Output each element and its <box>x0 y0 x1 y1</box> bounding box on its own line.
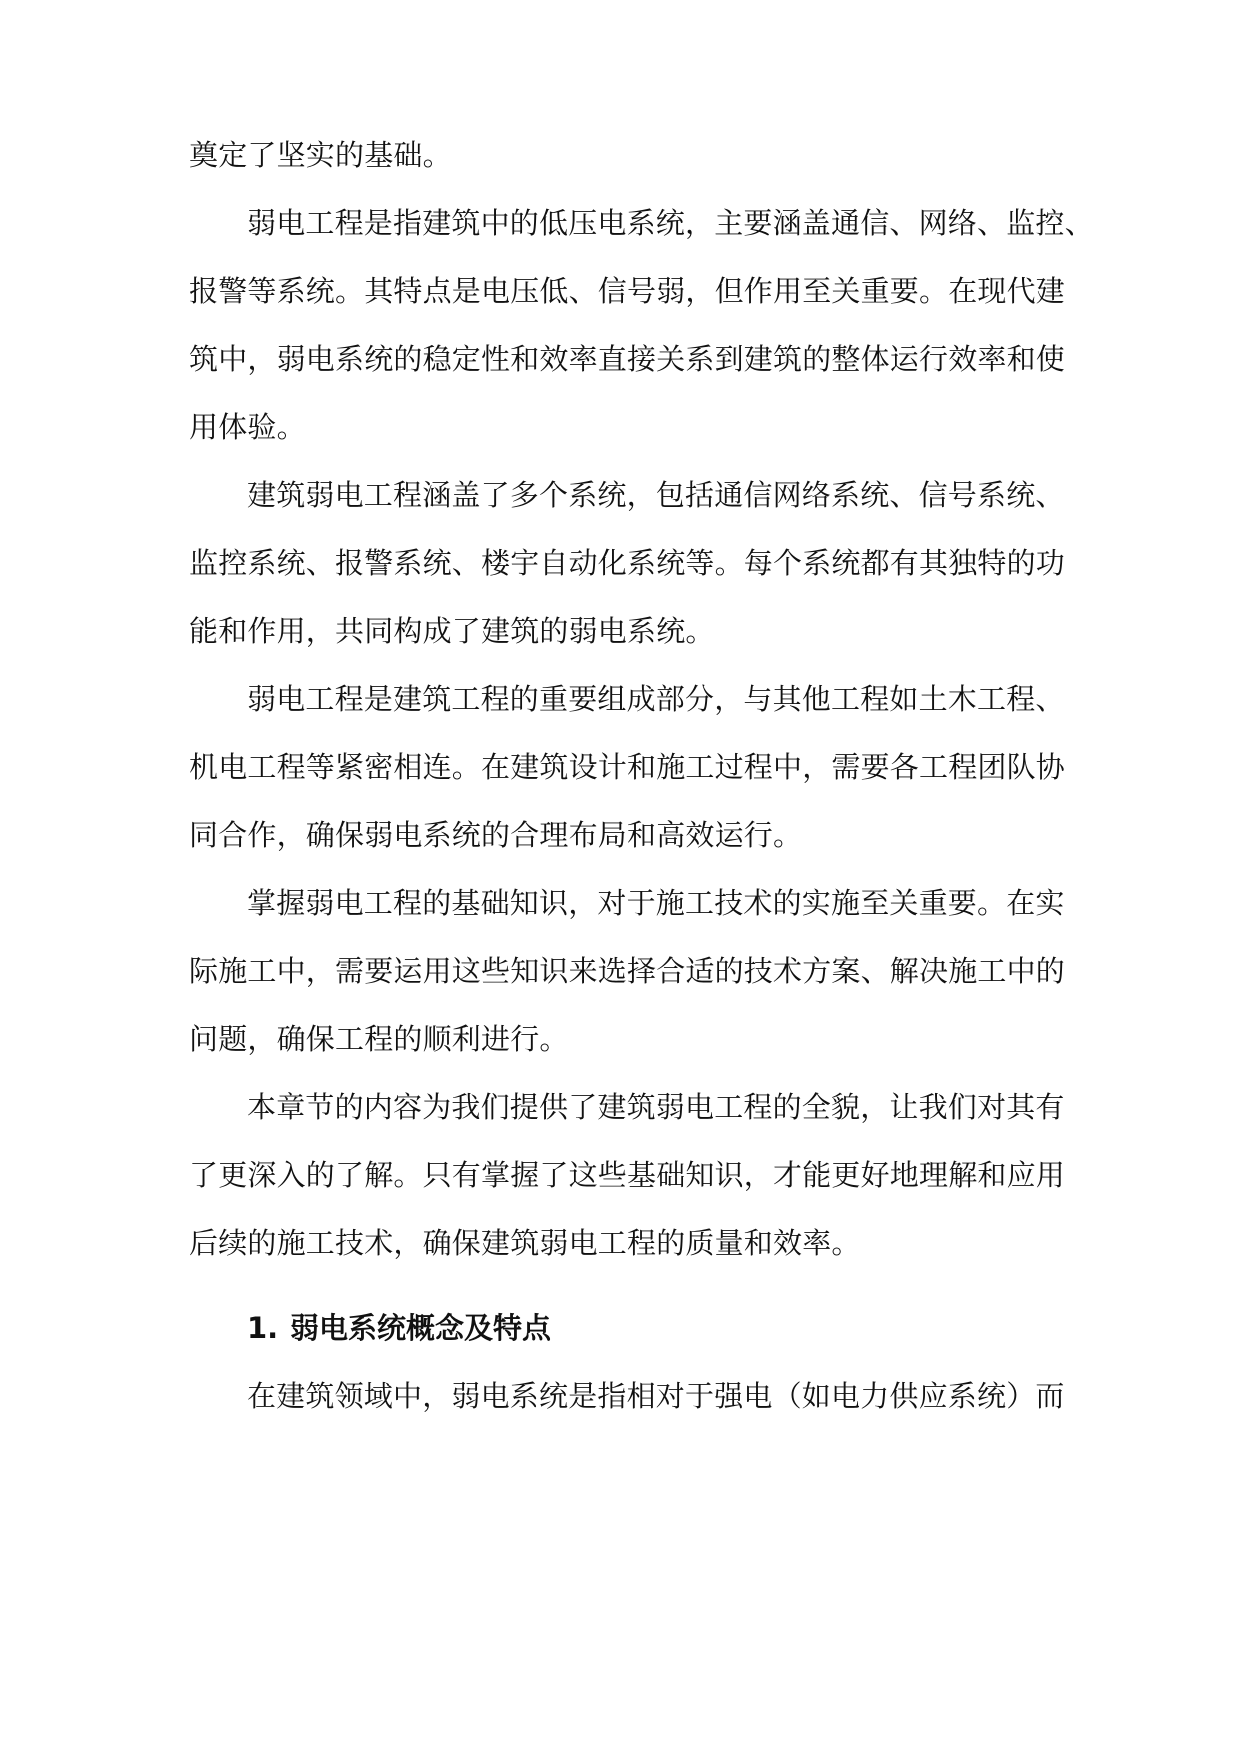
paragraph-line: 用体验。 <box>189 410 306 444</box>
paragraph-line: 监控系统、报警系统、楼宇自动化系统等。每个系统都有其独特的功 <box>189 546 1066 580</box>
paragraph-line: 了更深入的了解。只有掌握了这些基础知识，才能更好地理解和应用 <box>189 1158 1066 1192</box>
paragraph-line: 本章节的内容为我们提供了建筑弱电工程的全貌，让我们对其有 <box>247 1090 1065 1124</box>
paragraph-line: 问题，确保工程的顺利进行。 <box>189 1022 569 1056</box>
paragraph-line: 弱电工程是指建筑中的低压电系统，主要涵盖通信、网络、监控、 <box>247 206 1094 240</box>
paragraph-line: 在建筑领域中，弱电系统是指相对于强电（如电力供应系统）而 <box>247 1379 1065 1413</box>
paragraph-line: 筑中，弱电系统的稳定性和效率直接关系到建筑的整体运行效率和使 <box>189 342 1066 376</box>
section-heading <box>247 1308 551 1348</box>
paragraph-line: 奠定了坚实的基础。 <box>189 138 452 172</box>
paragraph-line: 报警等系统。其特点是电压低、信号弱，但作用至关重要。在现代建 <box>189 274 1066 308</box>
section-title: 弱电系统概念及特点 <box>290 1311 552 1345</box>
paragraph-line: 后续的施工技术，确保建筑弱电工程的质量和效率。 <box>189 1226 861 1260</box>
paragraph-line: 同合作，确保弱电系统的合理布局和高效运行。 <box>189 818 803 852</box>
paragraph-line: 能和作用，共同构成了建筑的弱电系统。 <box>189 614 715 648</box>
paragraph-line: 建筑弱电工程涵盖了多个系统，包括通信网络系统、信号系统、 <box>247 478 1065 512</box>
paragraph-line: 掌握弱电工程的基础知识，对于施工技术的实施至关重要。在实 <box>247 886 1065 920</box>
paragraph-line: 机电工程等紧密相连。在建筑设计和施工过程中，需要各工程团队协 <box>189 750 1066 784</box>
section-number: 1. <box>247 1311 279 1345</box>
paragraph-line: 际施工中，需要运用这些知识来选择合适的技术方案、解决施工中的 <box>189 954 1066 988</box>
paragraph-line: 弱电工程是建筑工程的重要组成部分，与其他工程如土木工程、 <box>247 682 1065 716</box>
